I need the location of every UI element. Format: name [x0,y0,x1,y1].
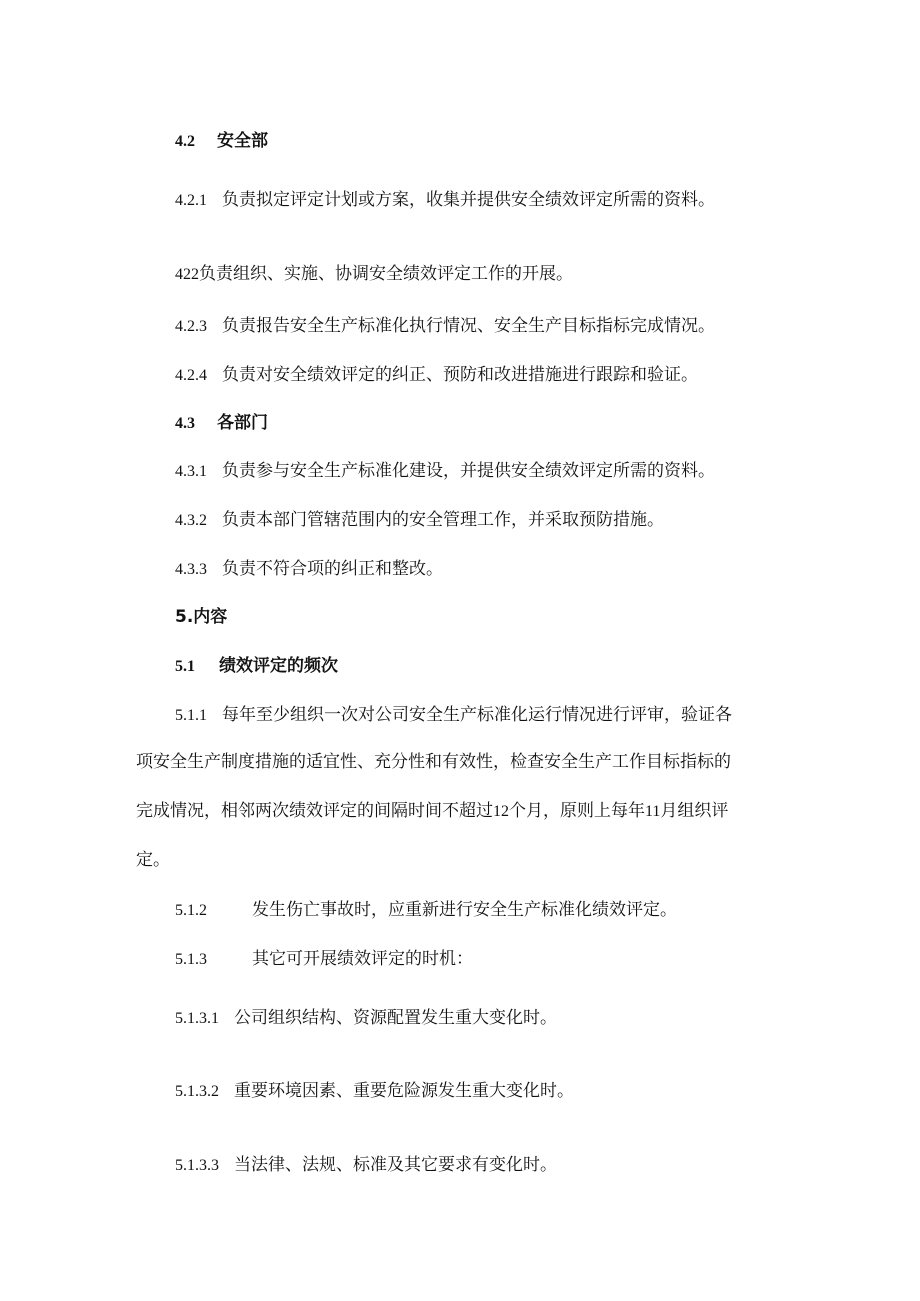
heading-4-3 [175,412,268,435]
clause-text: 项安全生产制度措施的适宜性、充分性和有效性，检查安全生产工作目标指标的 [136,752,731,772]
clause-number: 4.3.3 [175,561,207,578]
clause-5-1-3-3 [175,1154,557,1177]
clause-5-1-2 [175,899,677,922]
clause-text: 负责组织、实施、协调安全绩效评定工作的开展。 [199,264,573,284]
clause-text: 负责不符合项的纠正和整改。 [222,559,443,579]
heading-5-1 [175,655,338,678]
heading-number: 4.3 [175,415,195,432]
heading-title: 各部门 [217,413,268,433]
clause-number: 5.1.3.1 [175,1010,219,1027]
clause-text: 负责本部门管辖范围内的安全管理工作，并采取预防措施。 [222,510,664,530]
clause-number: 4.2.1 [175,192,207,209]
clause-number: 5.1.3.2 [175,1083,219,1100]
clause-text: 公司组织结构、资源配置发生重大变化时。 [234,1008,557,1028]
clause-4-3-3 [175,558,443,581]
clause-4-2-1 [175,189,715,212]
clause-number-month: 11 [645,803,661,820]
clause-5-1-3 [175,948,473,971]
clause-number: 5.1.1 [175,707,207,724]
clause-4-2-3 [175,315,715,338]
clause-text-b: 个月，原则上每年 [509,801,645,821]
heading-title: 安全部 [217,131,268,151]
clause-text: 重要环境因素、重要危险源发生重大变化时。 [234,1081,574,1101]
clause-4-2-4 [175,364,698,387]
clause-number: 5.1.3 [175,951,207,968]
clause-text: 每年至少组织一次对公司安全生产标准化运行情况进行评审，验证各 [222,705,732,725]
heading-5 [175,606,227,628]
clause-4-3-2 [175,509,664,532]
clause-number: 4.3.2 [175,512,207,529]
heading-4-2 [175,130,268,153]
clause-text: 当法律、法规、标准及其它要求有变化时。 [234,1155,557,1175]
clause-5-1-1-line-3 [136,800,728,823]
clause-number: 422 [175,266,199,283]
heading-number: 4.2 [175,133,195,150]
clause-5-1-1-line-2 [136,751,731,773]
clause-text: 发生伤亡事故时，应重新进行安全生产标准化绩效评定。 [252,900,677,920]
clause-text: 负责拟定评定计划或方案，收集并提供安全绩效评定所需的资料。 [222,190,715,210]
clause-4-2-2 [175,263,573,286]
clause-5-1-3-1 [175,1007,557,1030]
clause-text: 负责报告安全生产标准化执行情况、安全生产目标指标完成情况。 [222,316,715,336]
clause-number: 4.3.1 [175,463,207,480]
clause-number: 5.1.2 [175,902,207,919]
heading-title: 5.内容 [175,607,228,627]
clause-4-3-1 [175,460,715,483]
clause-number: 5.1.3.3 [175,1157,219,1174]
clause-text-a: 完成情况，相邻两次绩效评定的间隔时间不超过 [136,801,493,821]
clause-number-months: 12 [493,803,509,820]
heading-title: 绩效评定的频次 [219,656,338,676]
clause-text: 定。 [136,850,170,870]
clause-text-c: 月组织评 [660,801,729,821]
clause-text: 负责对安全绩效评定的纠正、预防和改进措施进行跟踪和验证。 [222,365,698,385]
clause-text: 其它可开展绩效评定的时机： [252,949,473,969]
heading-number: 5.1 [175,658,195,675]
clause-5-1-1-line-1 [175,704,732,727]
clause-5-1-1-line-4 [136,849,170,871]
clause-number: 4.2.3 [175,318,207,335]
clause-text: 负责参与安全生产标准化建设，并提供安全绩效评定所需的资料。 [222,461,715,481]
clause-5-1-3-2 [175,1080,574,1103]
clause-number: 4.2.4 [175,367,207,384]
